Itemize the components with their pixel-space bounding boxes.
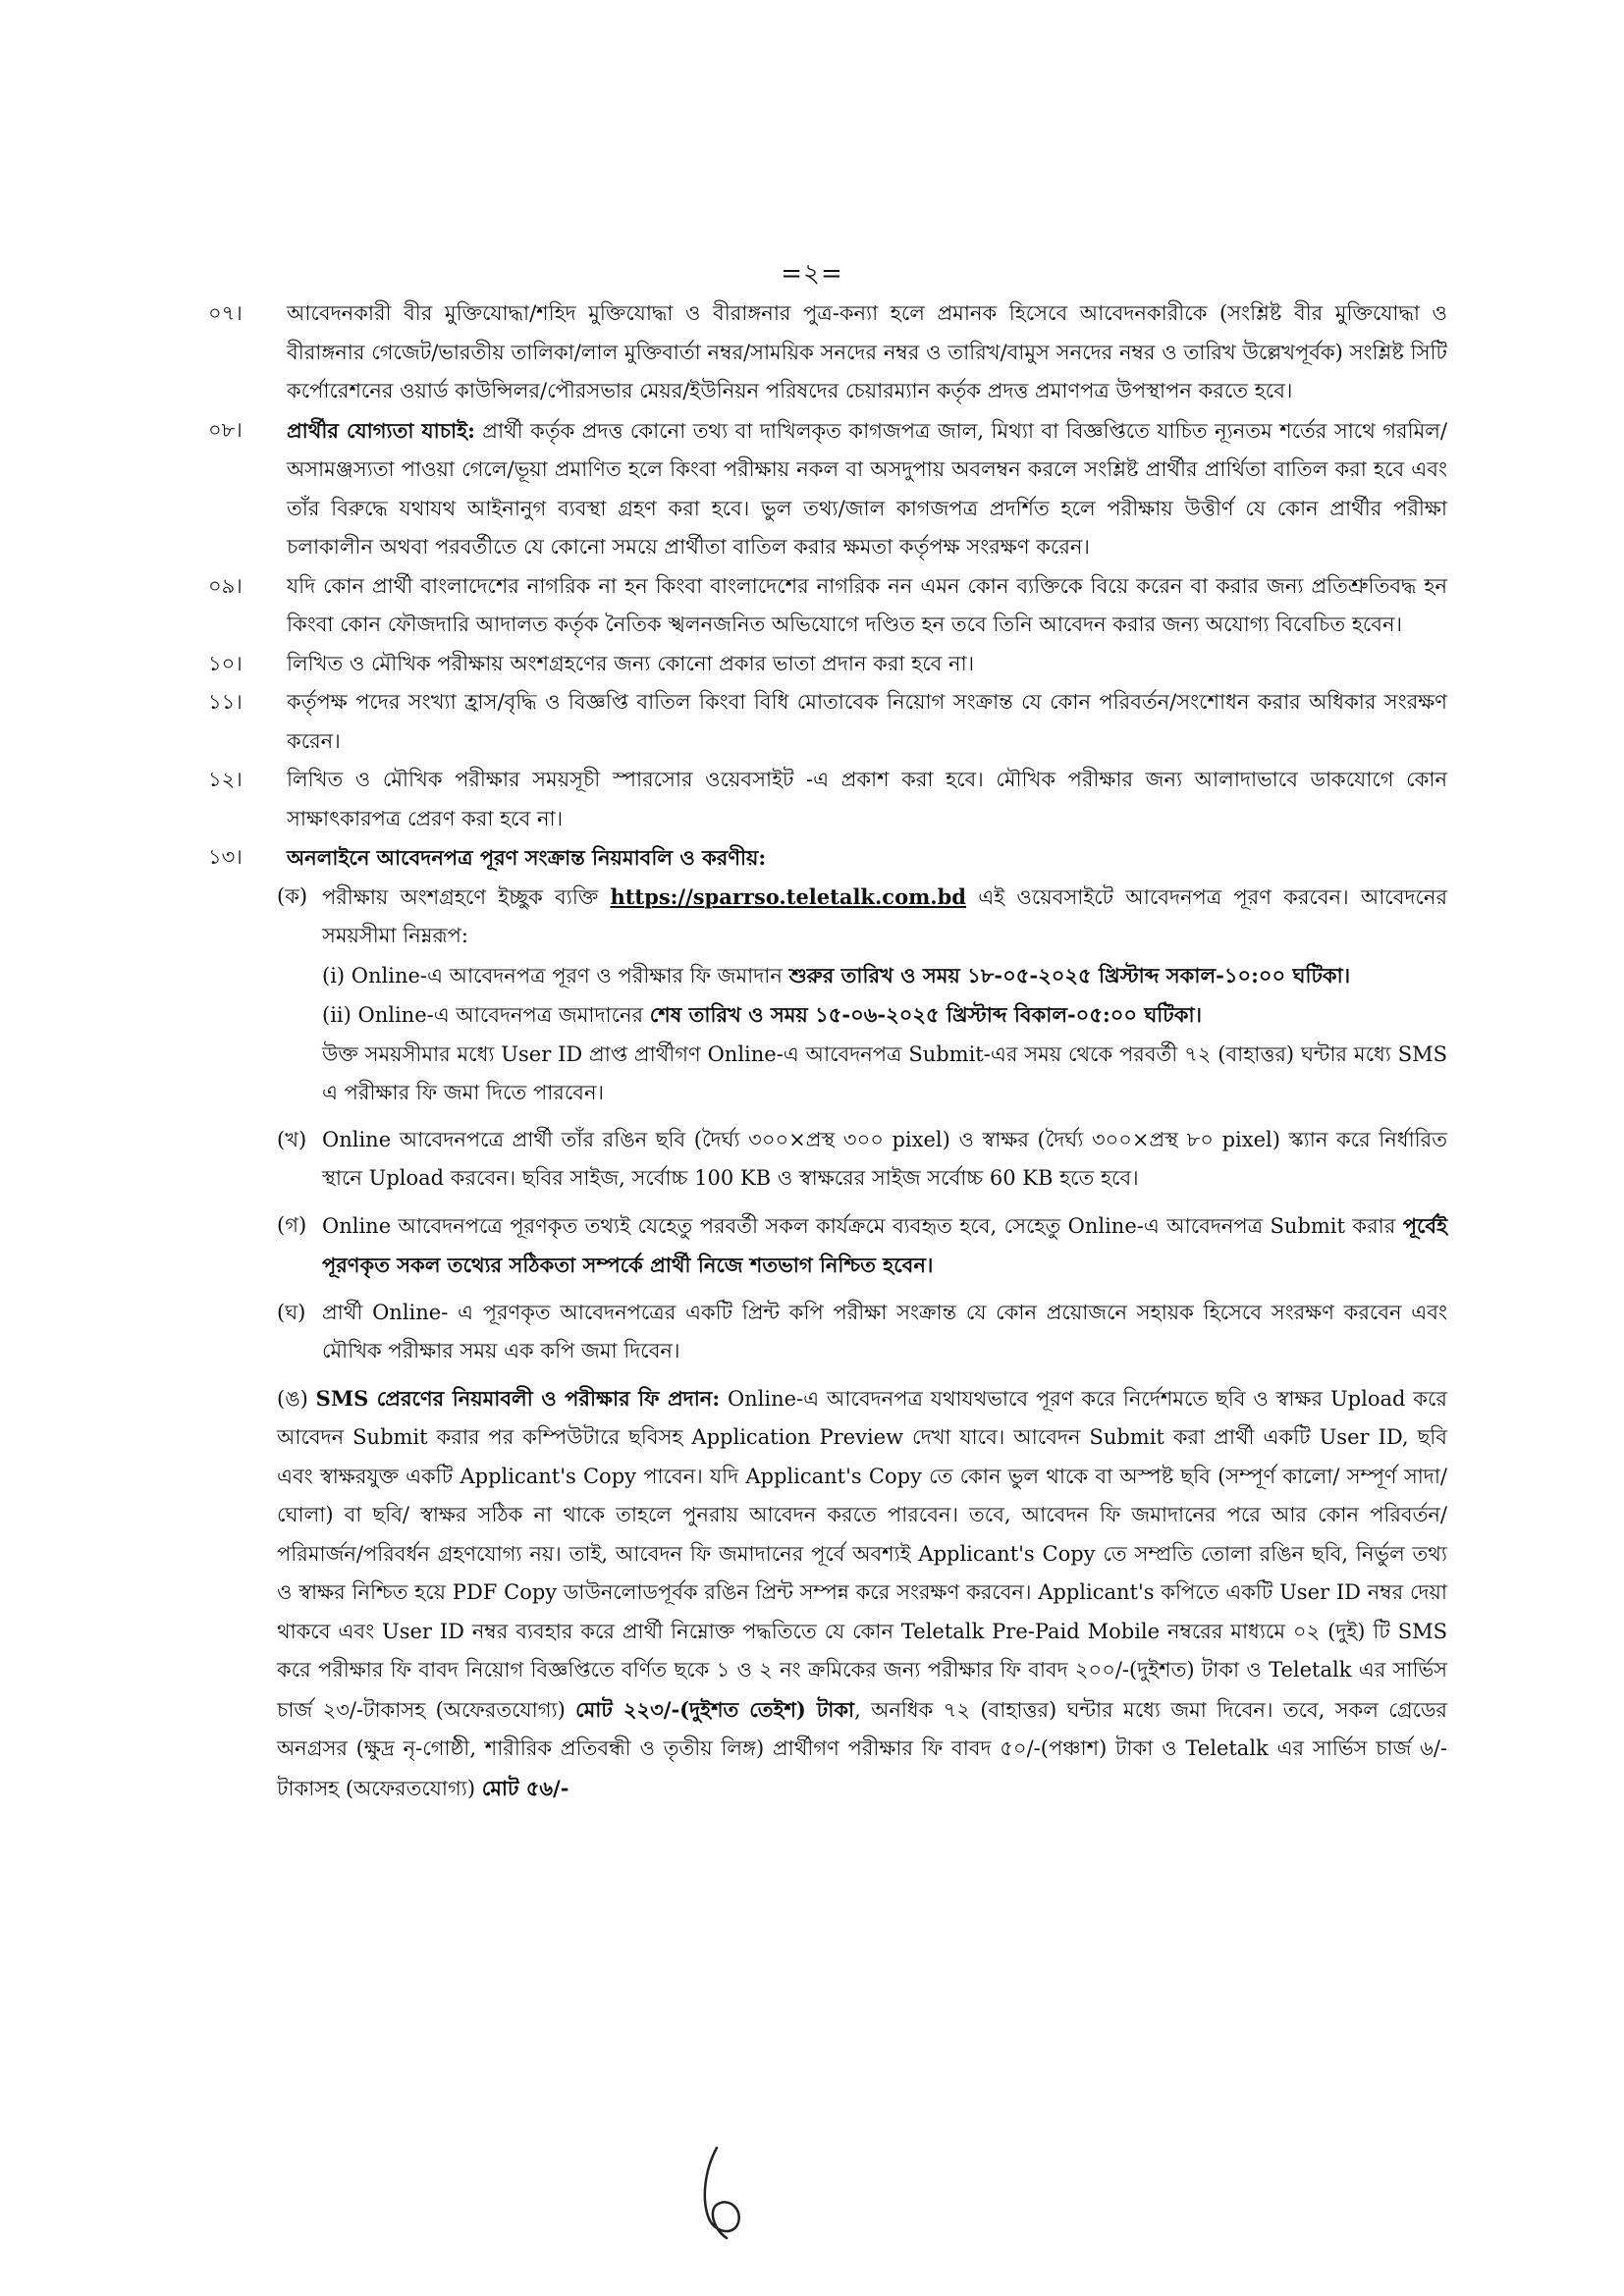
clause-lead: প্রার্থীর যোগ্যতা যাচাই: xyxy=(287,417,475,443)
start-date-pre: (i) Online-এ আবেদনপত্র পূরণ ও পরীক্ষার ফি জমাদান xyxy=(322,963,789,988)
clause-text: আবেদনকারী বীর মুক্তিযোদ্ধা/শহিদ মুক্তিযোদ্ধা ও বীরাঙ্গনার পুত্র-কন্যা হলে প্রমানক হিসেবে আবেদনকারীকে (সংশ্লিষ্ট বীর মুক্তিযোদ্ধা ও বীরাঙ্গনার গেজেট/ভারতীয় তালিকা/লাল মুক্তিবার্তা নম্বর/সাময়িক সনদের নম্বর ও তারিখ/বামুস সনদের নম্বর ও তারিখ উল্লেখপূর্বক) সংশ্লিষ্ট সিটি কর্পোরেশনের ওয়ার্ড কাউন্সিলর/পৌরসভার মেয়র/ইউনিয়ন পরিষদের চেয়ারম্যান কর্তৃক প্রদত্ত প্রমাণপত্র উপস্থাপন করতে হবে। xyxy=(287,301,1447,402)
start-date-bold: শুরুর তারিখ ও সময় ১৮-০৫-২০২৫ খ্রিস্টাব্দ সকাল-১০:০০ ঘটিকা। xyxy=(788,962,1351,988)
clause-number: ১১। xyxy=(208,690,243,714)
total-fee-general: মোট ২২৩/-(দুইশত তেইশ) টাকা xyxy=(575,1696,855,1722)
page-number: =২= xyxy=(781,259,843,289)
section-heading: অনলাইনে আবেদনপত্র পূরণ সংক্রান্ত নিয়মাবলি ও করণীয়: xyxy=(287,845,767,870)
subclause-text-post: এই ওয়েবসাইটে আবেদনপত্র পূরণ করবেন। আবেদনের সময়সীমা নিম্নরূপ: xyxy=(322,884,1447,947)
subclause-text-2: , অনধিক ৭২ (বাহাত্তর) ঘন্টার মধ্যে জমা দিবেন। তবে, সকল গ্রেডের অনগ্রসর (ক্ষুদ্র নৃ-গোষ্ঠী, শারীরিক প্রতিবন্ধী ও তৃতীয় লিঙ্গ) প্রার্থীগণ পরীক্ষার ফি বাবদ ৫০/-(পঞ্চাশ) টাকা ও Teletalk এর সার্ভিস চার্জ ৬/-টাকাসহ (অফেরতযোগ্য) xyxy=(277,1697,1447,1800)
subclause-text-pre: Online আবেদনপত্রে পূরণকৃত তথ্যই যেহেতু পরবর্তী সকল কার্যক্রমে ব্যবহৃত হবে, সেহেতু Online-এ আবেদনপত্র Submit করার xyxy=(322,1213,1403,1238)
subclause-ga xyxy=(277,1206,1447,1286)
sms-window-note: উক্ত সময়সীমার মধ্যে User ID প্রাপ্ত প্রার্থীগণ Online-এ আবেদনপত্র Submit-এর সময় থেকে পরবর্তী ৭২ (বাহাত্তর) ঘন্টার মধ্যে SMS এ পরীক্ষার ফি জমা দিতে পারবেন। xyxy=(322,1041,1447,1104)
subclause-uma xyxy=(277,1379,1447,1809)
subclause-label: (ঙ) xyxy=(277,1386,308,1411)
subclause-text-bold: পূর্বেই পূরণকৃত সকল তথ্যের সঠিকতা সম্পর্কে প্রার্থী নিজে শতভাগ নিশ্চিত হবেন। xyxy=(322,1212,1447,1277)
document-body xyxy=(208,294,1447,1808)
subclause-ka xyxy=(277,878,1447,956)
clause-number: ০৮। xyxy=(208,417,243,442)
clause-12 xyxy=(208,761,1447,838)
subclause-text: প্রার্থী Online- এ পূরণকৃত আবেদনপত্রের একটি প্রিন্ট কপি পরীক্ষা সংক্রান্ত যে কোন প্রয়োজনে সহায়ক হিসেবে সংরক্ষণ করবেন এবং মৌখিক পরীক্ষার সময় এক কপি জমা দিবেন। xyxy=(322,1300,1447,1362)
clause-08 xyxy=(208,411,1447,567)
subclause-label: (ক) xyxy=(277,883,308,908)
clause-09 xyxy=(208,567,1447,645)
subclause-text-pre: পরীক্ষায় অংশগ্রহণে ইচ্ছুক ব্যক্তি xyxy=(322,884,611,909)
end-date-line xyxy=(322,995,1447,1036)
signature-mark xyxy=(687,2140,766,2248)
clause-text: কর্তৃপক্ষ পদের সংখ্যা হ্রাস/বৃদ্ধি ও বিজ্ঞপ্তি বাতিল কিংবা বিধি মোতাবেক নিয়োগ সংক্রান্ত যে কোন পরিবর্তন/সংশোধন করার অধিকার সংরক্ষণ করেন। xyxy=(287,690,1447,753)
clause-text: যদি কোন প্রার্থী বাংলাদেশের নাগরিক না হন কিংবা বাংলাদেশের নাগরিক নন এমন কোন ব্যক্তিকে বিয়ে করেন বা করার জন্য প্রতিশ্রুতিবদ্ধ হন কিংবা কোন ফৌজদারি আদালত কর্তৃক নৈতিক স্খলনজনিত অভিযোগে দণ্ডিত হন তবে তিনি আবেদন করার জন্য অযোগ্য বিবেচিত হবেন। xyxy=(287,573,1447,636)
clause-number: ১৩। xyxy=(208,845,243,869)
clause-07 xyxy=(208,294,1447,411)
total-fee-backward: মোট ৫৬/- xyxy=(481,1775,569,1800)
subclause-label: (খ) xyxy=(277,1127,307,1151)
clause-number: ১০। xyxy=(208,651,243,675)
subclause-label: (গ) xyxy=(277,1212,307,1237)
subclause-kha xyxy=(277,1121,1447,1199)
website-link[interactable]: https://sparrso.teletalk.com.bd xyxy=(610,883,966,909)
clause-body: প্রার্থী কর্তৃক প্রদত্ত কোনো তথ্য বা দাখিলকৃত কাগজপত্র জাল, মিথ্যা বা বিজ্ঞপ্তিতে যাচিত ন্যূনতম শর্তের সাথে গরমিল/অসামঞ্জস্যতা পাওয়া গেলে/ভূয়া প্রমাণিত হলে কিংবা পরীক্ষায় নকল বা অসদুপায় অবলম্বন করলে সংশ্লিষ্ট প্রার্থীর প্রার্থিতা বাতিল করা হবে এবং তাঁর বিরুদ্ধে যথাযথ আইনানুগ ব্যবস্থা গ্রহণ করা হবে। ভুল তথ্য/জাল কাগজপত্র প্রদর্শিত হলে পরীক্ষায় উত্তীর্ণ যে কোন প্রার্থীর পরীক্ষা চলাকালীন অথবা পরবর্তীতে যে কোনো সময়ে প্রার্থীতা বাতিল করার ক্ষমতা কর্তৃপক্ষ সংরক্ষণ করেন। xyxy=(287,418,1447,559)
subclause-text xyxy=(322,878,1447,956)
clause-text: লিখিত ও মৌখিক পরীক্ষার সময়সূচী স্পারসোর ওয়েবসাইট -এ প্রকাশ করা হবে। মৌখিক পরীক্ষার জন্য আলাদাভাবে ডাকযোগে কোন সাক্ষাৎকারপত্র প্রেরণ করা হবে না। xyxy=(287,768,1447,830)
clause-text: লিখিত ও মৌখিক পরীক্ষায় অংশগ্রহণের জন্য কোনো প্রকার ভাতা প্রদান করা হবে না। xyxy=(287,651,975,675)
clause-13 xyxy=(208,838,1447,878)
subclause-label: (ঘ) xyxy=(277,1300,306,1324)
end-date-pre: (ii) Online-এ আবেদনপত্র জমাদানের xyxy=(322,1003,650,1027)
subclause-text-1: Online-এ আবেদনপত্র যথাযথভাবে পূরণ করে নির্দেশমতে ছবি ও স্বাক্ষর Upload করে আবেদন Submit করার পর কম্পিউটারে ছবিসহ Application Preview দেখা যাবে। আবেদন Submit করা প্রার্থী একটি User ID, ছবি এবং স্বাক্ষরযুক্ত একটি Applicant's Copy পাবেন। যদি Applicant's Copy তে কোন ভুল থাকে বা অস্পষ্ট ছবি (সম্পূর্ণ কালো/ সম্পূর্ণ সাদা/ ঘোলা) বা ছবি/ স্বাক্ষর সঠিক না থাকে তাহলে পুনরায় আবেদন করতে পারবেন। তবে, আবেদন ফি জমাদানের পরে আর কোন পরিবর্তন/পরিমার্জন/পরিবর্ধন গ্রহণযোগ্য নয়। তাই, আবেদন ফি জমাদানের পূর্বে অবশ্যই Applicant's Copy তে সম্প্রতি তোলা রঙিন ছবি, নির্ভুল তথ্য ও স্বাক্ষর নিশ্চিত হয়ে PDF Copy ডাউনলোডপূর্বক রঙিন প্রিন্ট সম্পন্ন করে সংরক্ষণ করবেন। Applicant's কপিতে একটি User ID নম্বর দেয়া থাকবে এবং User ID নম্বর ব্যবহার করে প্রার্থী নিম্নোক্ত পদ্ধতিতে যে কোন Teletalk Pre-Paid Mobile নম্বরের মাধ্যমে ০২ (দুই) টি SMS করে পরীক্ষার ফি বাবদ নিয়োগ বিজ্ঞপ্তিতে বর্ণিত ছকে ১ ও ২ নং ক্রমিকের জন্য পরীক্ষার ফি বাবদ ২০০/-(দুইশত) টাকা ও Teletalk এর সার্ভিস চার্জ ২৩/-টাকাসহ (অফেরতযোগ্য) xyxy=(277,1386,1447,1722)
end-date-bold: শেষ তারিখ ও সময় ১৫-০৬-২০২৫ খ্রিস্টাব্দ বিকাল-০৫:০০ ঘটিকা। xyxy=(649,1002,1203,1027)
subclause-text xyxy=(322,1206,1447,1286)
clause-10 xyxy=(208,645,1447,684)
clause-text xyxy=(287,411,1447,567)
subclause-gha xyxy=(277,1294,1447,1371)
clause-number: ০৯। xyxy=(208,573,243,598)
subclause-lead: SMS প্রেরণের নিয়মাবলী ও পরীক্ষার ফি প্রদান: xyxy=(315,1385,721,1411)
clause-11 xyxy=(208,683,1447,761)
start-date-line xyxy=(322,956,1447,996)
subclause-text xyxy=(277,1379,1447,1809)
clause-number: ০৭। xyxy=(208,301,243,325)
clause-number: ১২। xyxy=(208,768,243,791)
subclause-text: Online আবেদনপত্রে প্রার্থী তাঁর রঙিন ছবি (দৈর্ঘ্য ৩০০×প্রস্থ ৩০০ pixel) ও স্বাক্ষর (দৈর্ঘ্য ৩০০×প্রস্থ ৮০ pixel) স্ক্যান করে নির্ধারিত স্থানে Upload করবেন। ছবির সাইজ, সর্বোচ্চ 100 KB ও স্বাক্ষরের সাইজ সর্বোচ্চ 60 KB হতে হবে। xyxy=(322,1127,1447,1190)
